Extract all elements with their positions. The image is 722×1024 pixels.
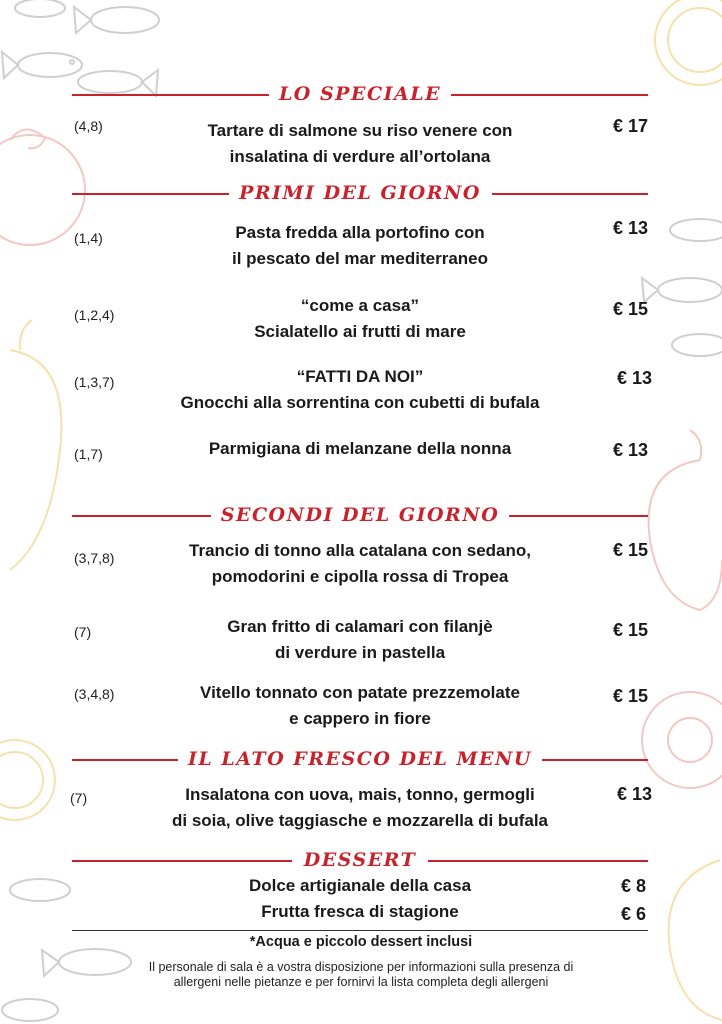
allergen-codes: (1,2,4)	[74, 307, 115, 323]
section-header-lo-speciale	[72, 79, 648, 109]
divider	[72, 930, 648, 931]
dish-name: Tartare di salmone su riso venere con insalatina di verdure all’ortolana	[207, 121, 513, 166]
allergen-codes: (3,4,8)	[74, 686, 115, 702]
allergen-codes: (1,7)	[74, 446, 103, 462]
section-header-primi	[72, 178, 648, 208]
section-header-secondi	[72, 500, 648, 530]
dish-name: Gran fritto di calamari con filanjè di verdure in pastella	[227, 617, 493, 662]
dish-name: Insalatona con uova, mais, tonno, germogli di soia, olive taggiasche e mozzarella di bufala	[171, 785, 548, 830]
dish-price: € 15	[612, 620, 648, 640]
dish-price: € 13	[612, 218, 648, 238]
dish-price: € 15	[612, 686, 648, 706]
dish-name: Trancio di tonno alla catalana con sedano, pomodorini e cipolla rossa di Tropea	[189, 541, 531, 586]
allergen-codes: (1,4)	[74, 230, 103, 246]
dish-price: € 15	[612, 540, 648, 560]
section-title: LO SPECIALE	[269, 83, 451, 105]
dish-price: € 13	[612, 440, 648, 460]
dessert-item-price: € 6	[620, 904, 646, 924]
section-title: IL LATO FRESCO DEL MENU	[178, 748, 542, 770]
dish-price: € 13	[616, 784, 652, 804]
dish-name: Vitello tonnato con patate prezzemolate e cappero in fiore	[200, 683, 520, 728]
dish-price: € 17	[612, 116, 648, 136]
allergen-codes: (7)	[74, 624, 92, 640]
section-title: DESSERT	[294, 849, 427, 871]
allergen-codes: (3,7,8)	[74, 550, 115, 566]
dish-name: Pasta fredda alla portofino con il pescato del mar mediterraneo	[231, 223, 489, 268]
dessert-item-price: € 8	[620, 876, 646, 896]
section-title: SECONDI DEL GIORNO	[211, 504, 510, 526]
dish-name: “FATTI DA NOI” Gnocchi alla sorrentina con cubetti di bufala	[180, 367, 540, 412]
section-title: PRIMI DEL GIORNO	[229, 182, 491, 204]
dish-price: € 13	[616, 368, 652, 388]
dessert-item-name: Dolce artigianale della casa	[248, 876, 472, 895]
dessert-item-name: Frutta fresca di stagione	[261, 902, 459, 921]
allergen-codes: (4,8)	[74, 118, 103, 134]
included-note: *Acqua e piccolo dessert inclusi	[249, 934, 473, 950]
dish-price: € 15	[612, 299, 648, 319]
allergen-codes: (7)	[70, 790, 88, 806]
dish-name: Parmigiana di melanzane della nonna	[208, 439, 512, 458]
allergen-info-note: Il personale di sala è a vostra disposizione per informazioni sulla presenza di allergeni nelle pietanze e per fornirvi la lista completa degli allergeni	[148, 960, 574, 989]
dish-name: “come a casa” Scialatello ai frutti di mare	[254, 296, 466, 341]
allergen-codes: (1,3,7)	[74, 374, 115, 390]
section-header-dessert	[72, 845, 648, 875]
section-header-lato-fresco	[72, 744, 648, 774]
